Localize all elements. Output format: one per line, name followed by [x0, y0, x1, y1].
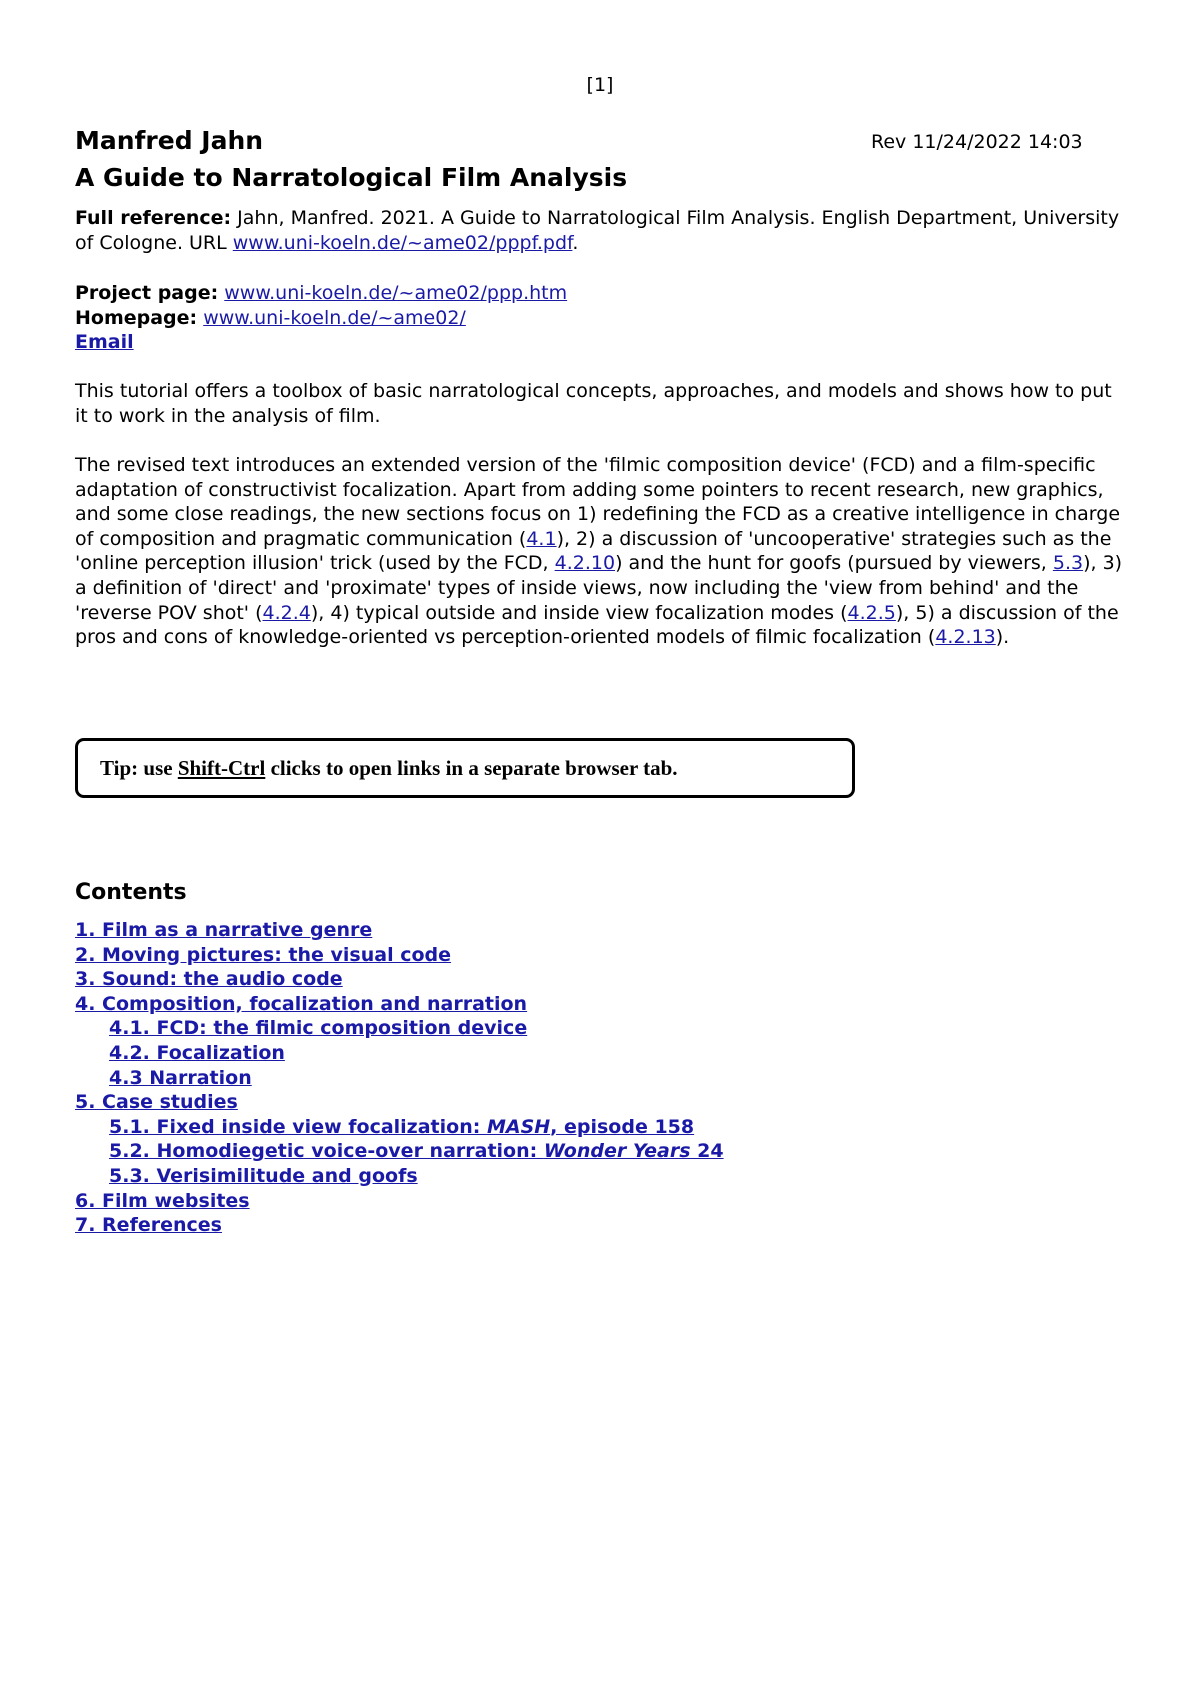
toc-item-5[interactable]: [75, 1090, 1125, 1115]
author-name: Manfred Jahn: [75, 126, 264, 155]
toc-item-5-2[interactable]: [75, 1139, 1125, 1164]
toc-label: 7. References: [75, 1214, 222, 1237]
revised-text-1: The revised text introduces an extended version of the 'filmic composition device' (FCD) and a film-specific adaptation of constructivist focalization. Apart from adding some pointers to recent research, new graphics, and some close readings, the new sections focus on 1) redefining the FCD as a creative intelligence in charge of composition and pragmatic communication (: [75, 454, 1121, 550]
section-link-4-2-4[interactable]: 4.2.4: [262, 601, 311, 624]
toc-label: 5.1. Fixed inside view focalization:: [109, 1115, 487, 1138]
revised-text-3: ) and the hunt for goofs (pursued by viewers,: [615, 552, 1053, 575]
homepage-link[interactable]: www.uni-koeln.de/~ame02/: [203, 306, 466, 329]
revision-date: Rev 11/24/2022 14:03: [871, 131, 1083, 153]
contents-heading: Contents: [75, 880, 187, 905]
page-number: [1]: [586, 74, 614, 96]
toc-item-4-3[interactable]: [75, 1066, 1125, 1091]
project-page-line: [75, 281, 1125, 306]
reference-end: .: [572, 231, 579, 254]
revised-text-7: ).: [995, 626, 1010, 649]
tip-keys: Shift-Ctrl: [177, 756, 266, 780]
reference-text: Jahn, Manfred. 2021. A Guide to Narratological Film Analysis. English Department, University of Cologne. URL: [75, 207, 1120, 254]
toc-label: 4.2. Focalization: [109, 1041, 285, 1064]
revised-text-4: ), 3) a definition of 'direct' and 'proximate' types of inside views, now including the 'view from behind' and the 'reverse POV shot' (: [75, 552, 1123, 624]
toc-label: 4. Composition, focalization and narration: [75, 992, 528, 1015]
section-link-5-3[interactable]: 5.3: [1052, 552, 1084, 575]
project-page-link[interactable]: www.uni-koeln.de/~ame02/ppp.htm: [224, 282, 568, 304]
email-link[interactable]: Email: [75, 331, 134, 354]
toc-item-3[interactable]: [75, 967, 1125, 992]
tip-prefix: Tip: use: [100, 756, 178, 780]
revised-text-2: ), 2) a discussion of 'uncooperative' strategies such as the 'online perception illusion' trick (used by the FCD,: [75, 527, 1112, 575]
revised-text-5: ), 4) typical outside and inside view focalization modes (: [310, 601, 848, 624]
intro-paragraph: This tutorial offers a toolbox of basic narratological concepts, approaches, and models and shows how to put it to work in the analysis of film.: [75, 380, 1112, 427]
pdf-link[interactable]: www.uni-koeln.de/~ame02/pppf.pdf: [232, 231, 573, 254]
revised-paragraph: [75, 453, 1125, 650]
revised-text-6: ), 5) a discussion of the pros and cons of knowledge-oriented vs perception-oriented models of filmic focalization (: [75, 601, 1119, 649]
toc-suffix: , episode 158: [550, 1115, 695, 1138]
document-title: A Guide to Narratological Film Analysis: [75, 163, 628, 192]
homepage-label: Homepage:: [75, 306, 198, 329]
toc-label: 4.1. FCD: the filmic composition device: [109, 1017, 528, 1040]
tip-suffix: clicks to open links in a separate browser tab.: [265, 756, 678, 780]
toc-item-7[interactable]: [75, 1213, 1125, 1238]
header-row: [75, 126, 1125, 160]
toc-item-4[interactable]: [75, 992, 1125, 1017]
toc-item-2[interactable]: [75, 943, 1125, 968]
toc-label: 2. Moving pictures: the visual code: [75, 943, 452, 966]
project-links: [75, 281, 1125, 355]
toc-item-6[interactable]: [75, 1189, 1125, 1214]
section-link-4-2-5[interactable]: 4.2.5: [847, 601, 896, 624]
toc-item-4-2[interactable]: [75, 1041, 1125, 1066]
homepage-line: [75, 306, 1125, 331]
toc-item-5-3[interactable]: [75, 1164, 1125, 1189]
toc-item-4-1[interactable]: [75, 1016, 1125, 1041]
toc-italic-title: MASH: [486, 1115, 551, 1138]
toc-label: 5. Case studies: [75, 1091, 238, 1114]
toc-label: 3. Sound: the audio code: [75, 968, 343, 991]
section-link-4-2-10[interactable]: 4.2.10: [554, 552, 616, 575]
tip-text: [100, 756, 678, 781]
toc-label: 6. Film websites: [75, 1189, 250, 1212]
full-reference: [75, 206, 1125, 255]
toc-item-5-1[interactable]: [75, 1115, 1125, 1140]
section-link-4-2-13[interactable]: 4.2.13: [935, 626, 996, 649]
toc-label: 5.3. Verisimilitude and goofs: [109, 1164, 418, 1187]
reference-label: Full reference:: [75, 207, 232, 229]
toc-item-1[interactable]: [75, 918, 1125, 943]
table-of-contents: [75, 918, 1125, 1238]
toc-label: 1. Film as a narrative genre: [75, 919, 373, 941]
toc-italic-title: Wonder Years: [543, 1140, 691, 1163]
section-link-4-1[interactable]: 4.1: [526, 527, 557, 550]
email-line: [75, 330, 1125, 355]
toc-label: 5.2. Homodiegetic voice-over narration:: [109, 1140, 544, 1163]
tip-box: [75, 738, 855, 798]
toc-label: 4.3 Narration: [109, 1066, 252, 1089]
toc-suffix: 24: [690, 1140, 724, 1163]
project-page-label: Project page:: [75, 282, 219, 304]
